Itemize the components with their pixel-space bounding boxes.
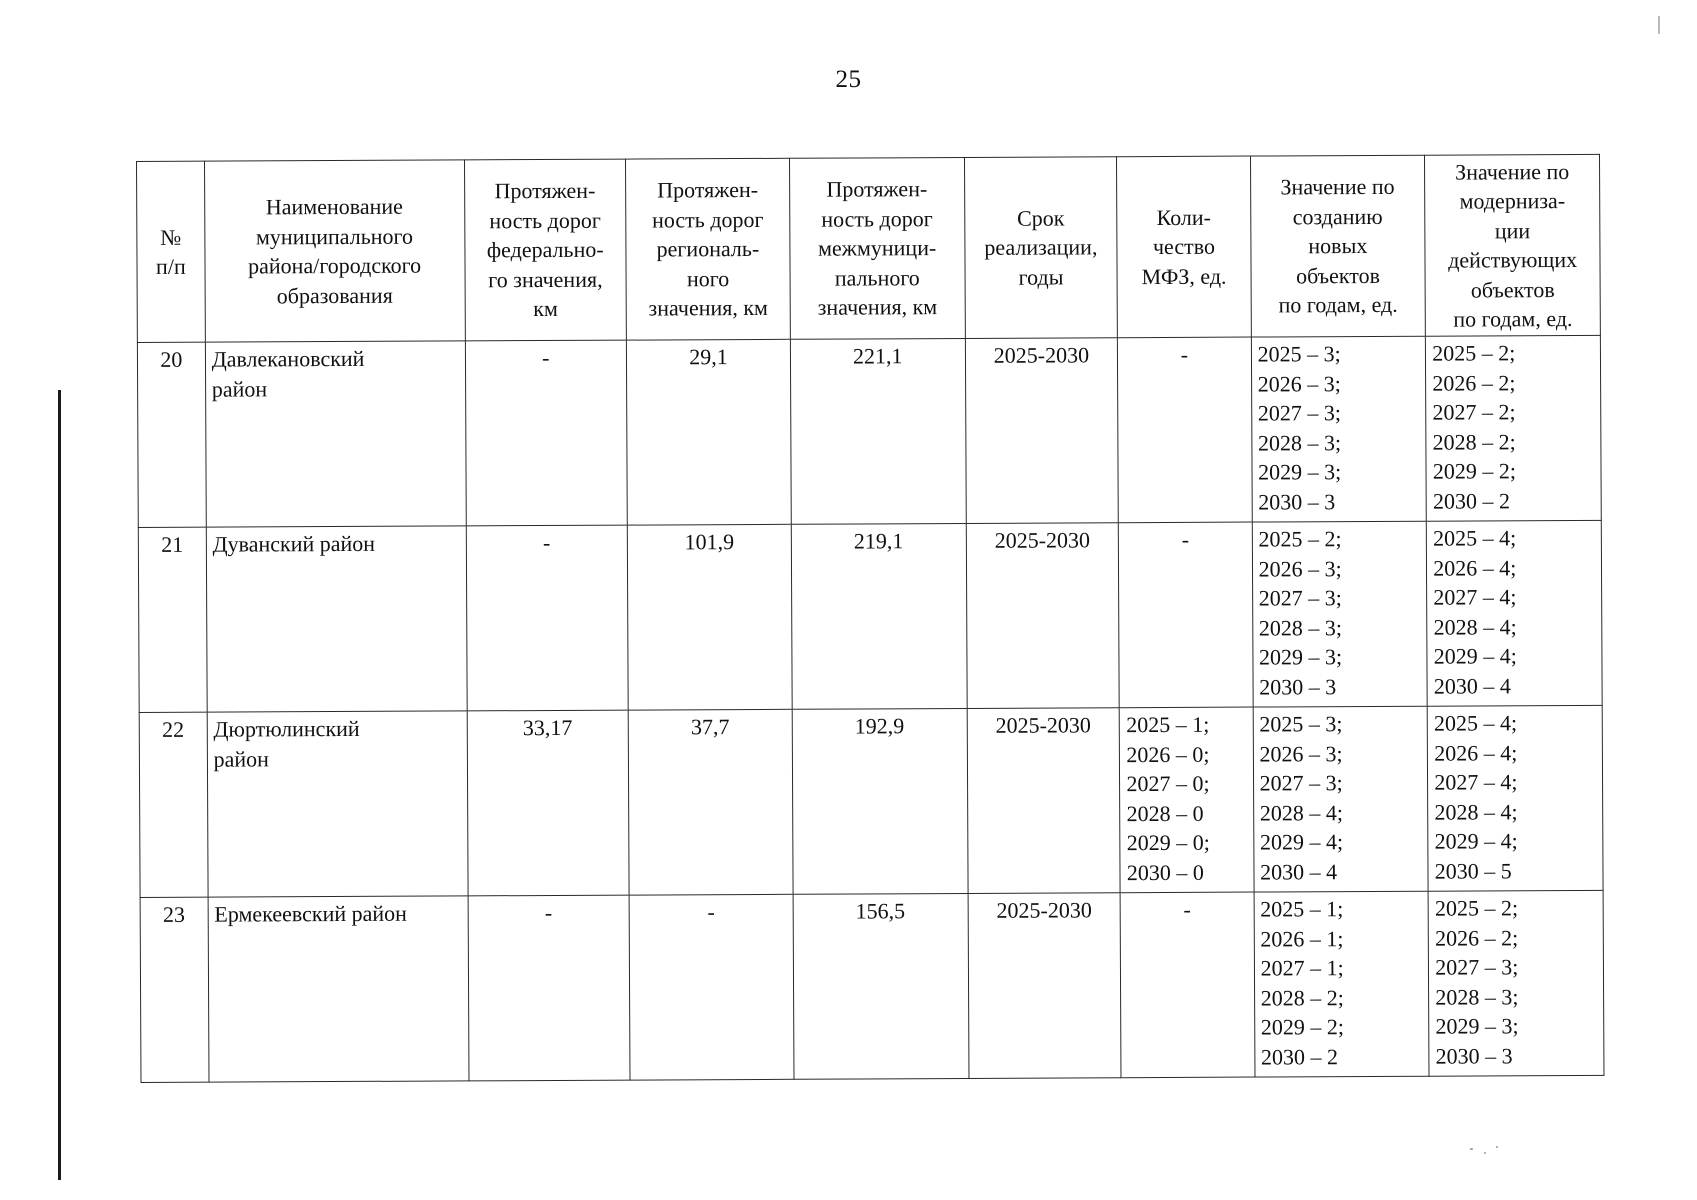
year-value: 2028 – 4; — [1433, 613, 1517, 640]
table-row — [140, 890, 1604, 1082]
modernization-by-year — [1427, 520, 1603, 706]
new-objects-by-year — [1253, 706, 1429, 892]
district-name-line: Дуванский район — [212, 530, 376, 557]
district-name — [205, 341, 466, 527]
header-line: ного — [686, 265, 730, 292]
header-line: Протяжен- — [657, 177, 759, 203]
header-line: федерально- — [486, 236, 604, 263]
scan-speck — [1496, 1146, 1498, 1148]
header-line: МФЗ, ед. — [1141, 263, 1227, 289]
header-line: образования — [276, 282, 393, 308]
federal-roads-value: - — [465, 340, 627, 526]
intermunicipal-roads-value: 192,9 — [792, 708, 968, 894]
header-line: ность дорог — [651, 206, 764, 233]
header-num — [137, 161, 206, 342]
year-value: 2028 – 3; — [1258, 614, 1343, 641]
new-objects-by-year — [1252, 521, 1428, 707]
year-value: 2030 – 3 — [1435, 1042, 1513, 1069]
year-value: 2029 – 4; — [1259, 829, 1344, 855]
header-mfz — [1117, 156, 1251, 338]
year-value: 2026 – 2; — [1432, 369, 1516, 396]
year-value: 2030 – 3 — [1258, 488, 1336, 515]
header-line: муниципального — [255, 223, 414, 249]
header-line: Наименование — [265, 193, 403, 220]
header-line: ность дорог — [821, 205, 933, 232]
federal-roads-value: - — [466, 525, 628, 711]
header-line: значения, км — [817, 294, 938, 320]
year-value: 2030 – 4 — [1433, 672, 1511, 699]
mfz-line: 2029 – 0; — [1126, 829, 1210, 856]
page-number: 25 — [835, 66, 862, 93]
row-number: 23 — [140, 897, 209, 1082]
year-value: 2028 – 2; — [1260, 984, 1344, 1011]
year-value: 2030 – 2 — [1432, 487, 1510, 514]
row-number: 22 — [139, 712, 208, 897]
year-value: 2026 – 3; — [1257, 370, 1341, 397]
year-value: 2026 – 4; — [1433, 554, 1517, 581]
header-line: № — [160, 224, 182, 250]
year-value: 2029 – 4; — [1433, 643, 1517, 669]
year-value: 2025 – 3; — [1257, 341, 1341, 367]
row-number: 20 — [137, 342, 206, 527]
year-value: 2025 – 2; — [1258, 526, 1342, 552]
header-line: созданию — [1292, 203, 1383, 230]
header-line: Протяжен- — [494, 178, 596, 204]
header-line: чество — [1152, 233, 1215, 260]
road-data-table — [136, 154, 1604, 1083]
district-name — [207, 711, 468, 897]
mfz-line: 2028 – 0 — [1126, 800, 1204, 826]
year-value: 2029 – 3; — [1258, 644, 1343, 670]
district-name — [208, 896, 469, 1082]
header-line: по годам, ед. — [1453, 305, 1573, 332]
header-line: ции — [1494, 217, 1531, 243]
scan-speck — [1484, 1152, 1486, 1154]
year-value: 2027 – 3; — [1259, 770, 1343, 796]
header-line: Значение по — [1280, 174, 1395, 200]
header-new-objects — [1250, 155, 1426, 337]
year-value: 2027 – 2; — [1432, 399, 1516, 425]
header-line: км — [533, 296, 558, 322]
modernization-by-year — [1427, 705, 1603, 891]
implementation-period: 2025-2030 — [965, 338, 1119, 524]
mfz-line: 2027 – 0; — [1126, 770, 1210, 797]
regional-roads-value: - — [629, 894, 794, 1080]
year-value: 2030 – 4 — [1260, 858, 1338, 885]
mfz-line: 2030 – 0 — [1126, 859, 1204, 885]
header-line: Значение по — [1455, 158, 1570, 185]
year-value: 2027 – 3; — [1258, 585, 1342, 611]
scan-speck — [1470, 1148, 1473, 1150]
year-value: 2029 – 2; — [1260, 1014, 1345, 1040]
regional-roads-value: 29,1 — [626, 339, 791, 525]
header-line: модерниза- — [1459, 188, 1566, 214]
intermunicipal-roads-value: 156,5 — [793, 893, 969, 1079]
mfz-line: - — [1180, 341, 1189, 367]
year-value: 2028 – 3; — [1435, 983, 1519, 1010]
binding-edge-line — [58, 390, 61, 1180]
header-line: п/п — [155, 253, 186, 279]
implementation-period: 2025-2030 — [966, 523, 1120, 709]
year-value: 2025 – 4; — [1433, 525, 1517, 551]
year-value: 2029 – 3; — [1258, 459, 1342, 485]
year-value: 2028 – 2; — [1432, 428, 1516, 455]
regional-roads-value: 101,9 — [627, 524, 792, 710]
header-line: Протяжен- — [826, 176, 928, 202]
header-regional — [626, 158, 791, 340]
modernization-by-year — [1428, 890, 1604, 1076]
header-line: межмуници- — [817, 235, 937, 261]
header-line: региональ- — [656, 236, 760, 262]
table-row — [138, 520, 1602, 712]
header-line: годы — [1018, 264, 1064, 290]
year-value: 2028 – 4; — [1434, 798, 1518, 825]
district-name — [206, 526, 467, 712]
header-line: района/городского — [248, 252, 422, 279]
header-line: Коли- — [1156, 204, 1212, 230]
year-value: 2026 – 1; — [1260, 925, 1344, 952]
year-value: 2029 – 4; — [1434, 828, 1518, 854]
federal-roads-value: - — [468, 895, 630, 1081]
year-value: 2025 – 1; — [1260, 896, 1344, 922]
header-line: объектов — [1295, 262, 1380, 289]
table-header-row — [137, 154, 1601, 342]
row-number: 21 — [138, 527, 207, 712]
year-value: 2029 – 3; — [1435, 1013, 1519, 1039]
modernization-by-year — [1426, 335, 1602, 521]
header-modernization — [1425, 154, 1601, 336]
mfz-line: - — [1183, 896, 1191, 922]
year-value: 2025 – 2; — [1432, 340, 1516, 366]
year-value: 2026 – 3; — [1258, 555, 1342, 582]
header-federal — [464, 159, 626, 341]
year-value: 2027 – 3; — [1435, 954, 1519, 980]
year-value: 2027 – 4; — [1434, 769, 1518, 795]
year-value: 2030 – 3 — [1259, 673, 1337, 700]
year-value: 2026 – 4; — [1434, 739, 1518, 766]
year-value: 2025 – 2; — [1434, 895, 1519, 921]
year-value: 2026 – 2; — [1434, 924, 1519, 951]
header-line: значения, км — [648, 295, 769, 321]
district-name-line: район — [211, 375, 268, 402]
district-name-line: район — [213, 745, 269, 772]
header-line: действующих — [1448, 246, 1578, 273]
intermunicipal-roads-value: 219,1 — [791, 523, 967, 709]
year-value: 2026 – 3; — [1259, 740, 1343, 767]
header-line: объектов — [1470, 276, 1555, 302]
new-objects-by-year — [1254, 891, 1430, 1077]
implementation-period: 2025-2030 — [968, 893, 1122, 1079]
mfz-line: 2025 – 1; — [1126, 711, 1210, 738]
header-line: пального — [834, 264, 920, 291]
implementation-period: 2025-2030 — [967, 708, 1121, 894]
mfz-count — [1118, 337, 1252, 523]
regional-roads-value: 37,7 — [628, 709, 793, 895]
year-value: 2030 – 2 — [1260, 1043, 1339, 1070]
year-value: 2028 – 4; — [1259, 799, 1343, 826]
header-line: реализации, — [984, 234, 1098, 261]
header-line: новых — [1308, 233, 1368, 259]
year-value: 2030 – 5 — [1434, 857, 1512, 884]
district-name-line: Дюртюлинский — [213, 715, 360, 742]
year-value: 2027 – 3; — [1257, 400, 1342, 426]
mfz-line: 2026 – 0; — [1126, 741, 1210, 767]
table-row — [137, 335, 1601, 527]
new-objects-by-year — [1251, 336, 1427, 522]
header-line: по годам, ед. — [1278, 292, 1398, 318]
header-intermunicipal — [789, 157, 965, 339]
year-value: 2028 – 3; — [1257, 429, 1342, 456]
header-name — [204, 160, 465, 342]
district-name-line: Ермекеевский район — [214, 900, 407, 927]
scan-mark — [1658, 16, 1660, 34]
mfz-line: - — [1181, 526, 1190, 552]
year-value: 2029 – 2; — [1432, 458, 1516, 484]
district-name-line: Давлекановский — [211, 345, 365, 372]
year-value: 2025 – 3; — [1259, 711, 1343, 737]
mfz-count — [1119, 522, 1253, 708]
table-row — [139, 705, 1603, 897]
mfz-count — [1120, 892, 1254, 1078]
year-value: 2025 – 4; — [1433, 710, 1518, 736]
federal-roads-value: 33,17 — [467, 710, 629, 896]
header-period — [964, 157, 1118, 339]
year-value: 2027 – 1; — [1260, 955, 1344, 981]
header-line: ность дорог — [489, 207, 601, 234]
header-line: го значения, — [488, 266, 603, 293]
year-value: 2027 – 4; — [1433, 584, 1517, 610]
intermunicipal-roads-value: 221,1 — [790, 338, 966, 524]
mfz-count — [1120, 707, 1254, 893]
header-line: Срок — [1017, 205, 1065, 231]
